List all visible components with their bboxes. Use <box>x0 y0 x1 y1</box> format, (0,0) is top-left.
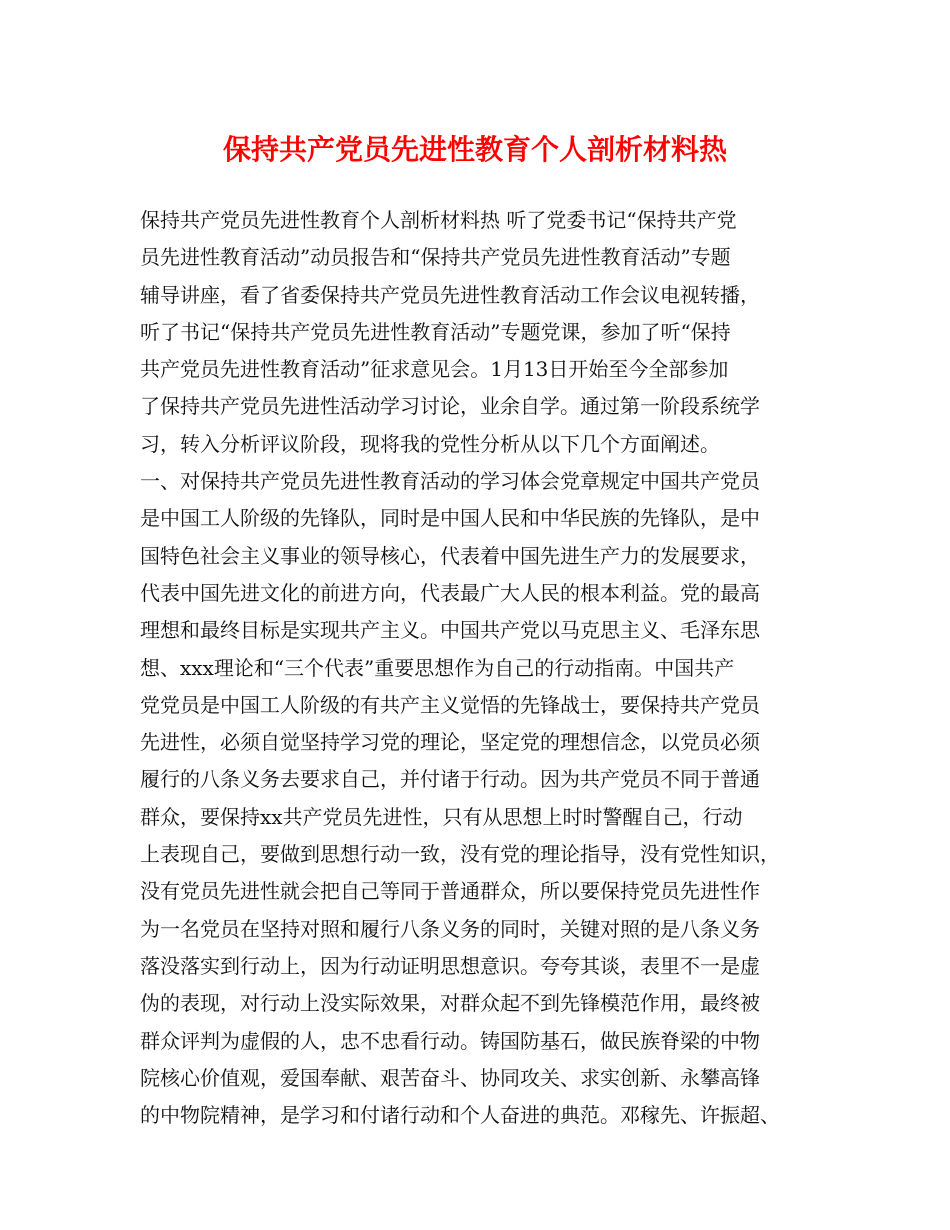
body-line: 辅导讲座，看了省委保持共产党员先进性教育活动工作会议电视转播， <box>140 282 760 307</box>
body-line: 保持共产党员先进性教育个人剖析材料热 听了党委书记“保持共产党 <box>140 208 737 232</box>
body-line: 党党员是中国工人阶级的有共产主义觉悟的先锋战士，要保持共产党员 <box>140 692 760 717</box>
body-line: 员先进性教育活动”动员报告和“保持共产党员先进性教育活动”专题 <box>140 245 731 270</box>
body-line: 代表中国先进文化的前进方向，代表最广大人民的根本利益。党的最高 <box>140 580 760 605</box>
body-line: 先进性，必须自觉坚持学习党的理论，坚定党的理想信念，以党员必须 <box>140 730 760 755</box>
body-line: 习，转入分析评议阶段，现将我的党性分析从以下几个方面阐述。 <box>140 431 720 456</box>
body-line: 履行的八条义务去要求自己，并付诸于行动。因为共产党员不同于普通 <box>140 767 760 792</box>
body-line: 的中物院精神，是学习和付诸行动和个人奋进的典范。邓稼先、许振超、 <box>140 1103 780 1128</box>
document-body <box>140 202 820 1134</box>
body-line: 院核心价值观，爱国奉献、艰苦奋斗、协同攻关、求实创新、永攀高锋 <box>140 1065 760 1090</box>
body-line: 想、xxx理论和“三个代表”重要思想作为自己的行动指南。中国共产 <box>140 655 735 680</box>
body-line: 一、对保持共产党员先进性教育活动的学习体会党章规定中国共产党员 <box>140 469 760 494</box>
body-line: 群众评判为虚假的人，忠不忠看行动。铸国防基石，做民族脊梁的中物 <box>140 1028 760 1053</box>
body-line: 没有党员先进性就会把自己等同于普通群众，所以要保持党员先进性作 <box>140 879 760 904</box>
document-title: 保持共产党员先进性教育个人剖析材料热 <box>222 133 727 166</box>
body-line: 理想和最终目标是实现共产主义。中国共产党以马克思主义、毛泽东思 <box>140 618 760 643</box>
body-line: 听了书记“保持共产党员先进性教育活动”专题党课，参加了听“保持 <box>140 319 731 344</box>
body-line: 上表现自己，要做到思想行动一致，没有党的理论指导，没有党性知识， <box>140 842 780 867</box>
body-line: 是中国工人阶级的先锋队，同时是中国人民和中华民族的先锋队，是中 <box>140 506 760 531</box>
body-line: 共产党员先进性教育活动”征求意见会。1月13日开始至今全部参加 <box>140 357 729 382</box>
body-line: 落没落实到行动上，因为行动证明思想意识。夸夸其谈，表里不一是虚 <box>140 953 760 978</box>
body-line: 了保持共产党员先进性活动学习讨论，业余自学。通过第一阶段系统学 <box>140 394 760 419</box>
body-line: 群众，要保持xx共产党员先进性，只有从思想上时时警醒自己，行动 <box>140 804 743 829</box>
body-line: 伪的表现，对行动上没实际效果，对群众起不到先锋模范作用，最终被 <box>140 991 760 1016</box>
body-line: 国特色社会主义事业的领导核心，代表着中国先进生产力的发展要求， <box>140 543 760 568</box>
body-line: 为一名党员在坚持对照和履行八条义务的同时，关键对照的是八条义务 <box>140 916 760 941</box>
